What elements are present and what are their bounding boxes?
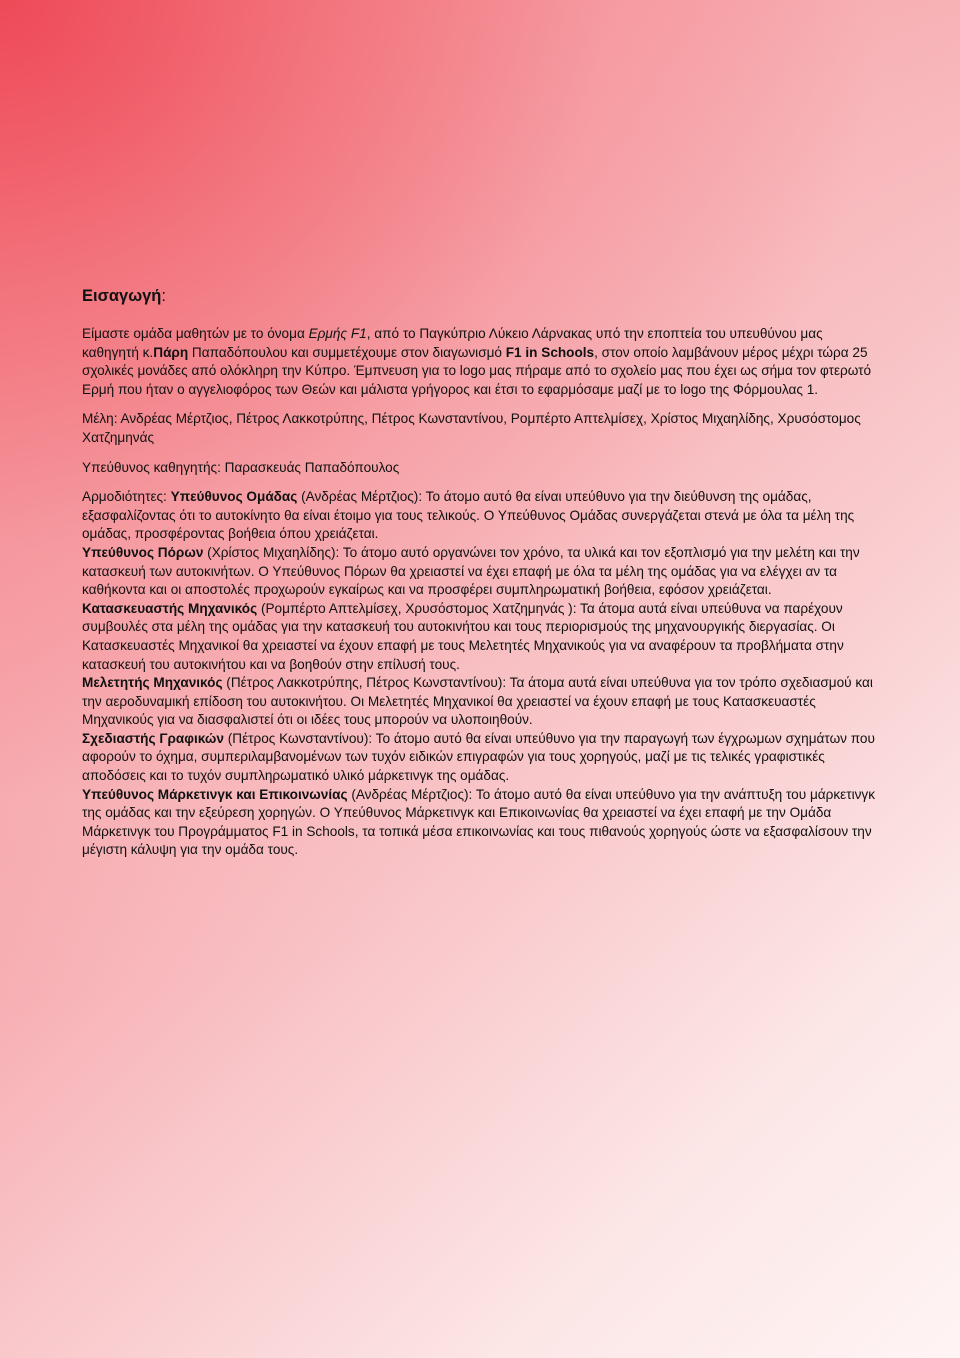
role-description: (Ανδρέας Μέρτζιος): Το άτομο αυτό θα είναι υπεύθυνο για την διεύθυνση της ομάδας, εξασφαλίζοντας ότι το αυτοκίνητο θα είναι έτοιμο για τους τελικούς. Ο Υπεύθυνος Ομάδας συνεργάζεται στενά με όλα τα μέλη της ομάδας, προσφέροντας βοήθεια όπου χρειάζεται.	[82, 489, 855, 542]
team-name: Ερμής F1	[308, 326, 367, 341]
heading-text: Εισαγωγή	[82, 287, 162, 305]
intro-text-2: , από το Παγκύπριο Λύκειο Λάρνακας υπό την εποπτεία του υπευθύνου μας καθηγητή κ.	[82, 326, 823, 360]
intro-paragraph	[82, 325, 882, 399]
role-title: Σχεδιαστής Γραφικών	[82, 730, 224, 746]
role-title: Υπεύθυνος Μάρκετινγκ και Επικοινωνίας	[82, 786, 348, 802]
intro-text-4: , στον οποίο λαμβάνουν μέρος μέχρι τώρα 25 σχολικές μονάδες από ολόκληρη την Κύπρο. Έμπνευση για το logo μας πήραμε από το σχολείο μας που έχει ως σήμα τον φτερωτό Ερμή που ήταν ο αγγελιοφόρος των Θεών και μάλιστα γρήγορος και έτσι το εφαρμόσαμε μαζί με το logo της Φόρμουλας 1.	[82, 344, 872, 397]
intro-text-1: Είμαστε ομάδα μαθητών με το όνομα	[82, 326, 309, 341]
role-item	[82, 544, 882, 600]
role-title: Υπεύθυνος Πόρων	[82, 544, 204, 560]
role-description: (Πέτρος Κωνσταντίνου): Το άτομο αυτό θα είναι υπεύθυνο για την παραγωγή των έγχρωμων σχημάτων που αφορούν το όχημα, συμπεριλαμβανομένων των τυχόν ειδικών επιγραφών για τους χορηγούς, μαζί με τις τελικές γραφιστικές αποδόσεις και το τυχόν συμπληρωματικό υλικό μάρκετινγκ της ομάδας.	[82, 730, 875, 784]
role-description: (Χρίστος Μιχαηλίδης): Το άτομο αυτό οργανώνει τον χρόνο, τα υλικά και τον εξοπλισμό για την μελέτη και την κατασκευή των αυτοκινήτων. Ο Υπεύθυνος Πόρων θα χρειαστεί να έχει επαφή με όλα τα μέλη της ομάδας για να ελέγχει αν τα καθήκοντα και οι αποστολές προχωρούν εγκαίρως και να προσφέρει συμπληρωματική βοήθεια, εφόσον χρειάζεται.	[82, 544, 860, 598]
teacher-first-name: Πάρη	[153, 344, 189, 360]
members-paragraph: Μέλη: Ανδρέας Μέρτζιος, Πέτρος Λακκοτρύπης, Πέτρος Κωνσταντίνου, Ρομπέρτο Απτελμίσεχ, Χρίστος Μιχαηλίδης, Χρυσόστομος Χατζημηνάς	[82, 411, 861, 445]
document-body	[82, 286, 882, 860]
role-title: Μελετητής Μηχανικός	[82, 675, 223, 691]
roles-prefix: Αρμοδιότητες:	[82, 489, 171, 505]
role-item	[82, 730, 882, 786]
role-item	[82, 600, 882, 674]
role-item	[82, 488, 882, 544]
heading-colon: :	[161, 287, 166, 305]
role-item	[82, 786, 882, 860]
role-description: (Ρομπέρτο Απτελμίσεχ, Χρυσόστομος Χατζημηνάς ): Τα άτομα αυτά είναι υπεύθυνα να παρέχουν συμβουλές στα μέλη της ομάδας για την κατασκευή του αυτοκινήτου και τους περιορισμούς της μηχανουργικής διεργασίας. Οι Κατασκευαστές Μηχανικοί θα χρειαστεί να έχουν επαφή με τους Μελετητές Μηχανικούς για να αναφέρουν τα προβλήματα στην κατασκευή του αυτοκινήτου και να βοηθούν στην επίλυσή τους.	[82, 600, 844, 672]
role-title: Υπεύθυνος Ομάδας	[170, 489, 298, 505]
supervisor-paragraph: Υπεύθυνος καθηγητής: Παρασκευάς Παπαδόπουλος	[82, 459, 400, 475]
role-description: (Πέτρος Λακκοτρύπης, Πέτρος Κωνσταντίνου): Τα άτομα αυτά είναι υπεύθυνα για τον τρόπο σχεδιασμού και την αεροδυναμική επίδοση του αυτοκινήτου. Οι Μελετητές Μηχανικοί θα χρειαστεί να έχουν επαφή με τους Κατασκευαστές Μηχανικούς για να διασφαλιστεί ότι οι ιδέες τους μπορούν να υλοποιηθούν.	[82, 675, 873, 728]
role-description: (Ανδρέας Μέρτζιος): Το άτομο αυτό θα είναι υπεύθυνο για την ανάπτυξη του μάρκετινγκ της ομάδας και την εξεύρεση χορηγών. Ο Υπεύθυνος Μάρκετινγκ και Επικοινωνίας θα χρειαστεί να έχει επαφή με την Ομάδα Μάρκετινγκ του Προγράμματος F1 in Schools, τα τοπικά μέσα επικοινωνίας και τους πιθανούς χορηγούς ώστε να εξασφαλίσουν την μέγιστη κάλυψη για την ομάδα τους.	[82, 786, 876, 858]
role-title: Κατασκευαστής Μηχανικός	[82, 600, 258, 616]
competition-name: F1 in Schools	[505, 344, 595, 360]
role-item	[82, 674, 882, 730]
section-heading	[82, 286, 882, 306]
roles-section	[82, 488, 882, 860]
intro-text-3: Παπαδόπουλου και συμμετέχουμε στον διαγωνισμό	[188, 344, 506, 360]
